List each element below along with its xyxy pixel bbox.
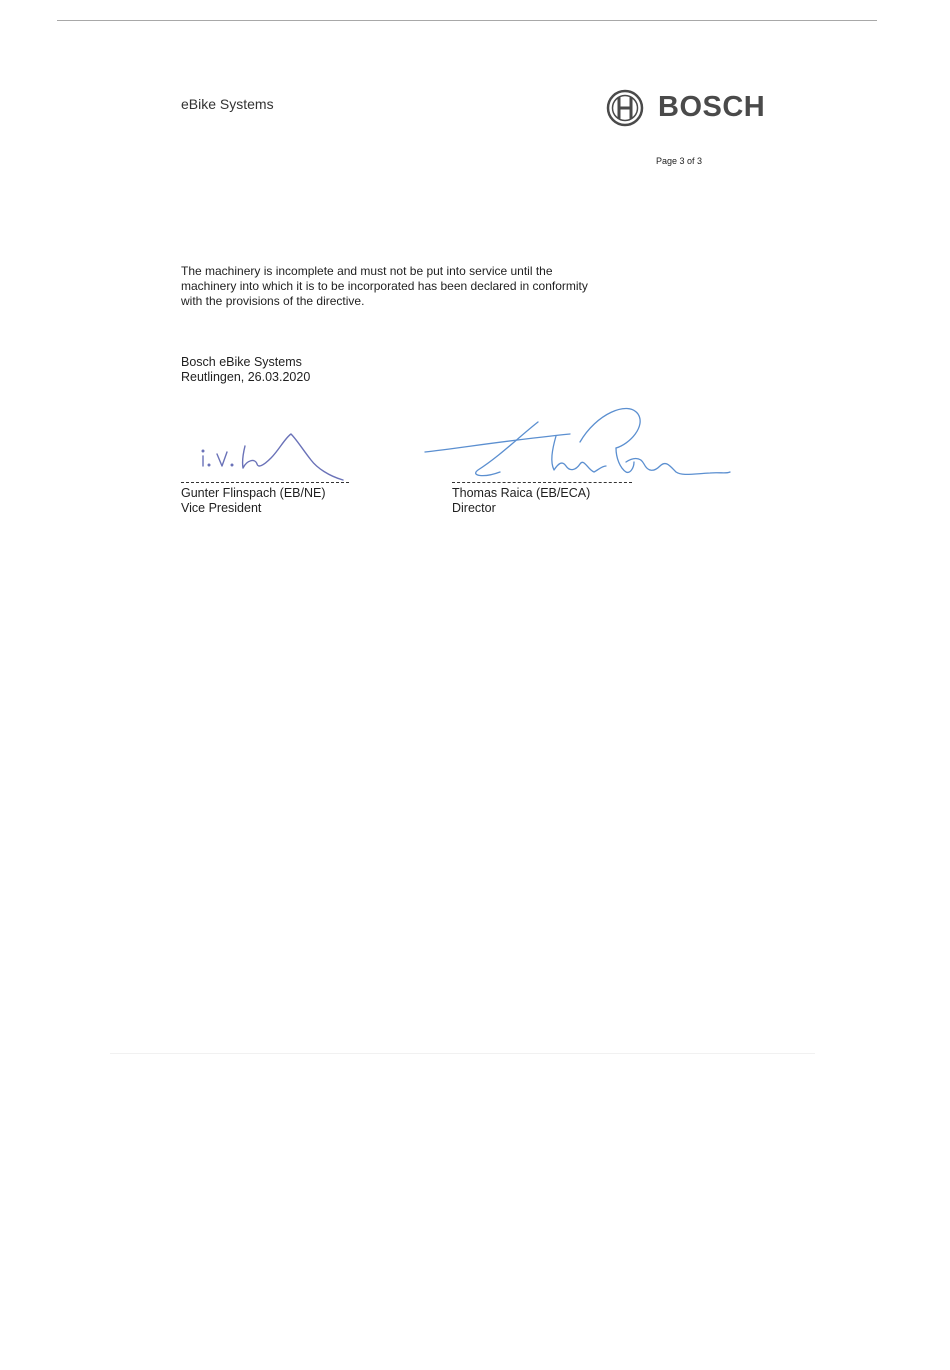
signature-line [452,482,632,483]
signatory-title: Vice President [181,501,262,515]
signatory-name: Gunter Flinspach (EB/NE) [181,486,326,500]
bosch-armature-icon [606,89,644,127]
conformity-statement [181,264,651,309]
statement-line: with the provisions of the directive. [181,294,365,308]
top-rule [57,20,877,21]
signature-block-raica [420,400,740,530]
signatory-name: Thomas Raica (EB/ECA) [452,486,591,500]
company-name: Bosch eBike Systems [181,355,302,369]
page-number: Page 3 of 3 [656,156,703,166]
handwritten-signature-flinspach [181,420,361,484]
location-date: Reutlingen, 26.03.2020 [181,370,311,384]
handwritten-signature-raica [420,400,740,490]
place-date-block [181,355,310,385]
signature-line [181,482,349,483]
bosch-logo [606,89,766,129]
division-name: eBike Systems [181,96,274,112]
statement-line: machinery into which it is to be incorporated has been declared in conformity [181,279,588,293]
statement-line: The machinery is incomplete and must not be put into service until the [181,264,553,278]
scanned-page-area [110,58,815,1054]
signatory-title: Director [452,501,496,515]
brand-wordmark: BOSCH [658,91,766,123]
